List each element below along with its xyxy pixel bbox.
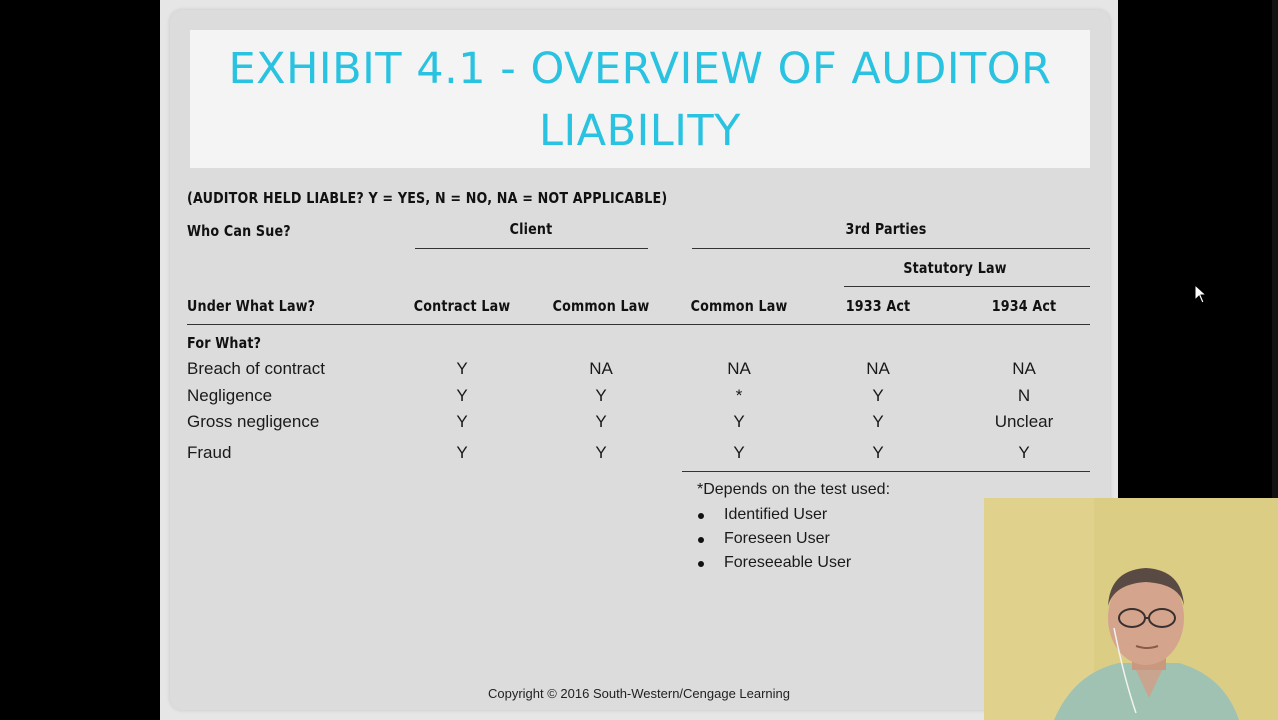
table-cell: Y bbox=[456, 359, 468, 378]
table-cell: Y bbox=[595, 443, 607, 462]
webcam-overlay bbox=[984, 498, 1278, 720]
group-client-header: Client bbox=[509, 220, 553, 238]
bullet-icon bbox=[698, 561, 704, 567]
row-label-gross-negligence: Gross negligence bbox=[187, 412, 320, 431]
copyright-text: Copyright © 2016 South-Western/Cengage Learning bbox=[487, 686, 791, 701]
right-edge-bar bbox=[1272, 0, 1278, 498]
table-cell: Y bbox=[872, 443, 884, 462]
legend-text: (AUDITOR HELD LIABLE? Y = YES, N = NO, NA = NOT APPLICABLE) bbox=[187, 189, 668, 207]
table-cell: Y bbox=[595, 412, 607, 431]
client-rule bbox=[415, 248, 648, 249]
header-rule bbox=[187, 324, 1090, 325]
slide-title-line1: EXHIBIT 4.1 - OVERVIEW OF AUDITOR bbox=[228, 44, 1052, 94]
who-can-sue-label: Who Can Sue? bbox=[187, 222, 291, 240]
slide-title-line2: LIABILITY bbox=[539, 106, 741, 156]
table-cell: Y bbox=[872, 386, 884, 405]
table-cell: NA bbox=[589, 359, 613, 378]
bullet-item-foreseen: Foreseen User bbox=[724, 530, 830, 547]
third-parties-rule bbox=[692, 248, 1090, 249]
col-header-contract-law: Contract Law bbox=[413, 297, 511, 315]
table-cell: NA bbox=[866, 359, 890, 378]
table-cell: Y bbox=[456, 412, 468, 431]
table-cell: Y bbox=[1018, 443, 1030, 462]
bullet-item-identified: Identified User bbox=[724, 506, 828, 523]
table-cell: NA bbox=[727, 359, 751, 378]
footnote-text: *Depends on the test used: bbox=[697, 481, 891, 498]
bullet-item-foreseeable: Foreseeable User bbox=[724, 554, 852, 571]
col-header-third-common-law: Common Law bbox=[690, 297, 788, 315]
table-cell: Y bbox=[733, 412, 745, 431]
table-cell: Y bbox=[872, 412, 884, 431]
table-cell: Y bbox=[595, 386, 607, 405]
footnote-rule bbox=[682, 471, 1090, 472]
group-third-parties-header: 3rd Parties bbox=[845, 220, 927, 238]
for-what-label: For What? bbox=[187, 334, 262, 352]
mouse-cursor-icon bbox=[1194, 284, 1208, 304]
row-label-breach: Breach of contract bbox=[187, 359, 325, 378]
col-header-1933-act: 1933 Act bbox=[845, 297, 911, 315]
row-label-fraud: Fraud bbox=[187, 443, 232, 462]
bullet-icon bbox=[698, 513, 704, 519]
table-cell: NA bbox=[1012, 359, 1036, 378]
col-header-client-common-law: Common Law bbox=[552, 297, 650, 315]
bullet-icon bbox=[698, 537, 704, 543]
statutory-rule bbox=[844, 286, 1090, 287]
row-label-negligence: Negligence bbox=[187, 386, 273, 405]
group-statutory-header: Statutory Law bbox=[903, 259, 1007, 277]
presenter-video bbox=[984, 498, 1278, 720]
table-cell: Y bbox=[733, 443, 745, 462]
table-cell: Y bbox=[456, 386, 468, 405]
table-cell: Y bbox=[456, 443, 468, 462]
table-cell: N bbox=[1017, 386, 1031, 405]
table-cell: Unclear bbox=[994, 412, 1054, 431]
under-what-law-label: Under What Law? bbox=[187, 297, 316, 315]
slide-title bbox=[190, 38, 1090, 162]
table-cell: * bbox=[735, 386, 743, 405]
col-header-1934-act: 1934 Act bbox=[991, 297, 1057, 315]
